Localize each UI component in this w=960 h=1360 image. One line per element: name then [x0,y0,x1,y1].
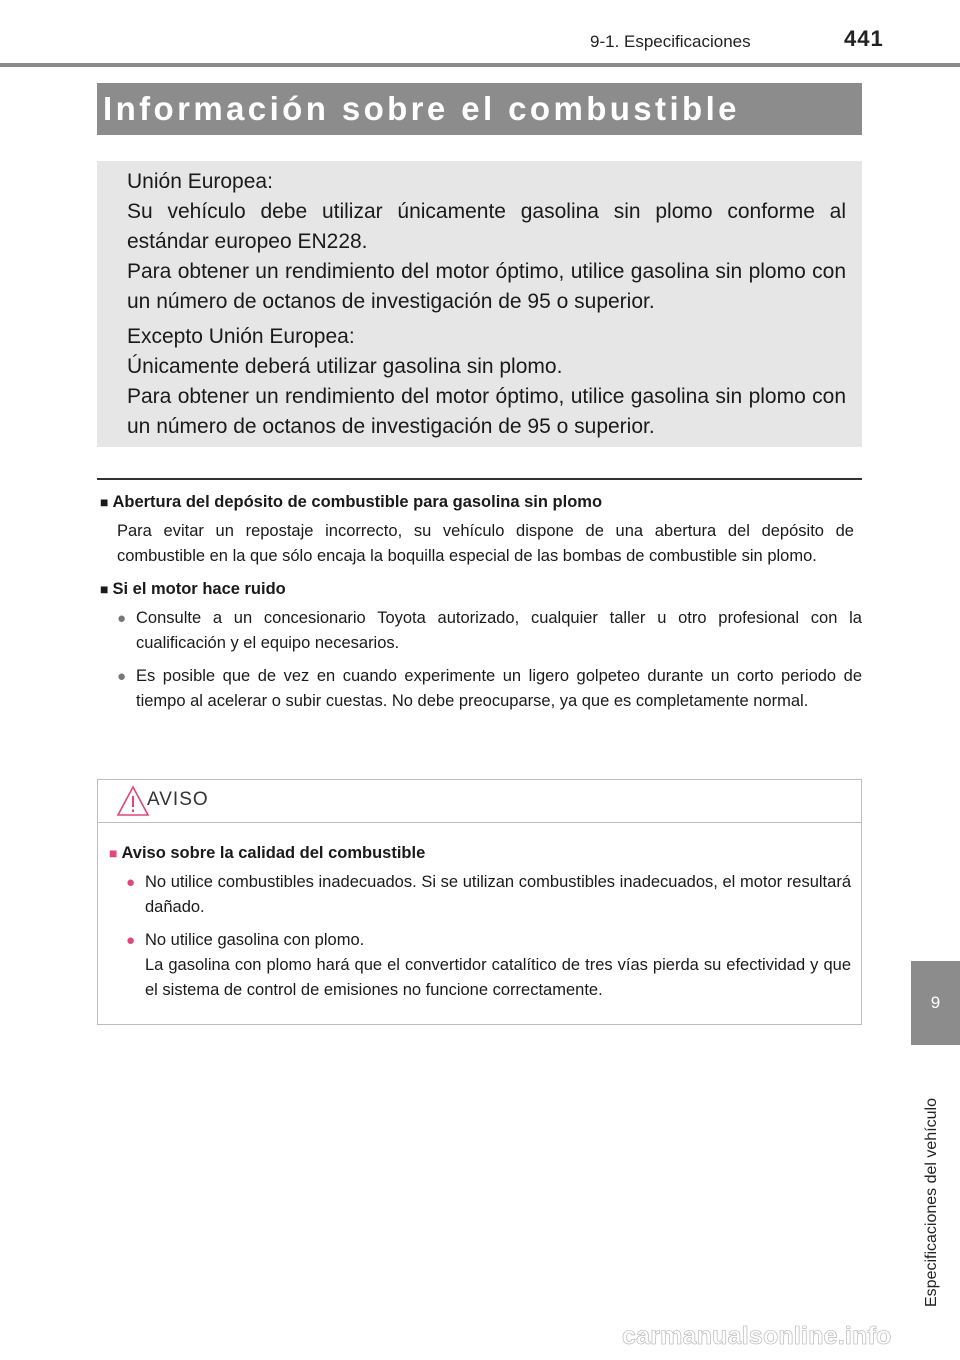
list-item-text: Consulte a un concesionario Toyota autorizado, cualquier taller u otro profesional con la cualificación y el equipo necesarios. [136,609,862,652]
fuel-info-box [97,161,862,447]
eu-text-1: Su vehículo debe utilizar únicamente gasolina sin plomo conforme al estándar europeo EN228. [127,200,846,253]
list-item-text: No utilice combustibles inadecuados. Si se utilizan combustibles inadecuados, el motor resultará dañado. [145,873,851,916]
note-title [97,577,862,602]
eu-text-2: Para obtener un rendimiento del motor óptimo, utilice gasolina sin plomo con un número de octanos de investigación de 95 o superior. [127,260,846,313]
warning-triangle-icon [116,785,150,817]
list-item [117,606,862,656]
non-eu-heading: Excepto Unión Europea: [127,325,355,348]
circle-bullet-icon: ● [117,668,127,685]
notes-section [97,490,862,722]
square-bullet-icon: ■ [100,494,109,510]
warning-box [97,779,862,1025]
list-item-text: No utilice gasolina con plomo. [145,931,365,949]
list-item [117,664,862,714]
note-body: Para evitar un repostaje incorrecto, su vehículo dispone de una abertura del depósito de combustible en la que sólo encaja la boquilla especial de las bombas de combustible sin plomo. [117,522,854,565]
watermark: carmanualsonline.info [622,1322,892,1350]
note-title-text: Abertura del depósito de combustible para gasolina sin plomo [112,493,603,511]
warning-content [98,823,861,1003]
page-header [0,0,960,70]
section-title: 9-1. Especificaciones [590,32,751,51]
warning-label: AVISO [147,789,209,810]
chapter-tab-number: 9 [911,961,960,1045]
page-number: 441 [844,26,884,51]
header-divider [0,63,960,67]
warning-header [98,780,861,823]
warning-title-text: Aviso sobre la calidad del combustible [121,844,426,862]
eu-heading: Unión Europea: [127,170,273,193]
chapter-tab [911,1045,960,1315]
list-item [126,928,851,1003]
circle-bullet-icon: ● [126,874,136,891]
eu-block [127,167,846,317]
list-item-text: Es posible que de vez en cuando experimente un ligero golpeteo durante un corto periodo de tiempo al acelerar o subir cuestas. No debe preocuparse, ya que es completamente normal. [136,667,862,710]
note-title-text: Si el motor hace ruido [112,580,286,598]
chapter-tab-label: Especificaciones del vehículo [923,1097,940,1307]
non-eu-text-2: Para obtener un rendimiento del motor óptimo, utilice gasolina sin plomo con un número de octanos de investigación de 95 o superior. [127,385,846,438]
non-eu-block [127,322,846,442]
section-divider [97,478,862,480]
section-heading: Información sobre el combustible [97,83,862,135]
circle-bullet-icon: ● [117,610,127,627]
warning-title [106,841,851,866]
non-eu-text-1: Únicamente deberá utilizar gasolina sin plomo. [127,355,563,378]
list-item [126,870,851,920]
note-title [97,490,862,515]
circle-bullet-icon: ● [126,932,136,949]
list-item-text: La gasolina con plomo hará que el convertidor catalítico de tres vías pierda su efectividad y que el sistema de control de emisiones no funcione correctamente. [145,956,851,999]
square-bullet-icon: ■ [109,845,118,861]
square-bullet-icon: ■ [100,581,109,597]
